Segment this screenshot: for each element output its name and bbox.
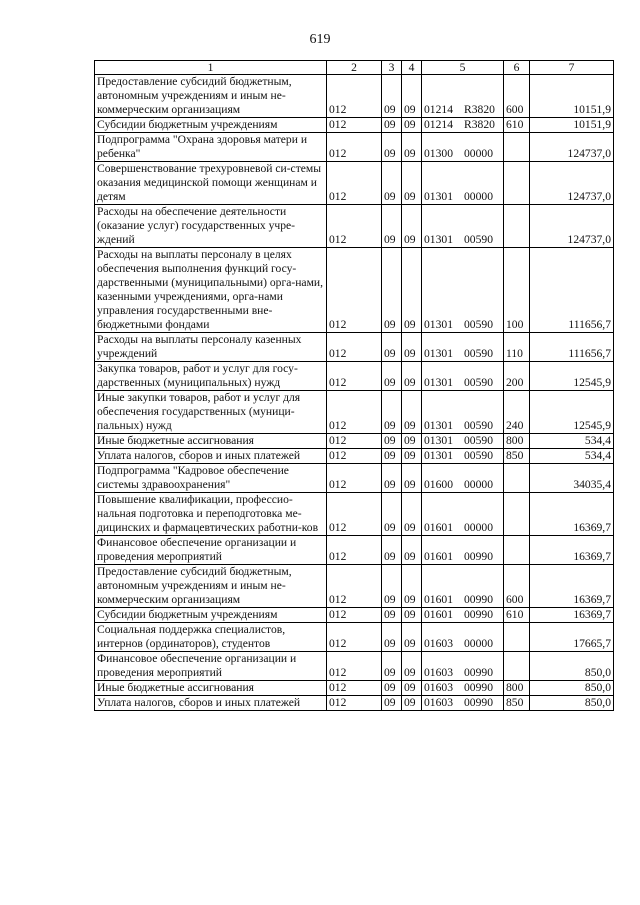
row-col2-cell: 012: [327, 362, 382, 391]
row-name-cell: Расходы на выплаты персоналу казенных учреждений: [95, 333, 327, 362]
row-col4-cell: 09: [402, 248, 422, 333]
row-col6-cell: 800: [504, 434, 530, 449]
row-name-cell: Финансовое обеспечение организации и проведения мероприятий: [95, 536, 327, 565]
row-col4-cell: 09: [402, 391, 422, 434]
row-col2-cell: 012: [327, 696, 382, 711]
code-direction: 00990: [464, 681, 493, 694]
row-col2-cell: 012: [327, 464, 382, 493]
code-direction: 00590: [464, 318, 493, 331]
table-row: [95, 623, 614, 652]
row-col4-cell: 09: [402, 696, 422, 711]
row-code-cell: [422, 333, 504, 362]
code-program: 01603: [424, 666, 453, 679]
table-body: [95, 61, 614, 711]
row-sum-cell: 124737,0: [530, 133, 614, 162]
row-col2-cell: 012: [327, 623, 382, 652]
row-col4-cell: 09: [402, 118, 422, 133]
code-direction: 00000: [464, 637, 493, 650]
row-sum-cell: 850,0: [530, 696, 614, 711]
row-name-cell: Уплата налогов, сборов и иных платежей: [95, 449, 327, 464]
row-col2-cell: 012: [327, 391, 382, 434]
row-name-cell: Социальная поддержка специалистов, интернов (ординаторов), студентов: [95, 623, 327, 652]
row-sum-cell: 111656,7: [530, 333, 614, 362]
header-cell: 4: [402, 61, 422, 75]
row-sum-cell: 16369,7: [530, 536, 614, 565]
row-col6-cell: 610: [504, 118, 530, 133]
code-program: 01601: [424, 521, 453, 534]
code-direction: 00590: [464, 347, 493, 360]
row-col4-cell: 09: [402, 362, 422, 391]
row-col2-cell: 012: [327, 652, 382, 681]
row-col2-cell: 012: [327, 536, 382, 565]
row-sum-cell: 850,0: [530, 681, 614, 696]
row-sum-cell: 10151,9: [530, 75, 614, 118]
code-program: 01601: [424, 593, 453, 606]
row-col2-cell: 012: [327, 493, 382, 536]
row-code-cell: [422, 449, 504, 464]
table-row: [95, 681, 614, 696]
row-code-cell: [422, 391, 504, 434]
header-cell: 2: [327, 61, 382, 75]
row-col6-cell: [504, 133, 530, 162]
table-row: [95, 248, 614, 333]
row-col6-cell: 850: [504, 449, 530, 464]
row-code-cell: [422, 696, 504, 711]
table-row: [95, 464, 614, 493]
row-col2-cell: 012: [327, 118, 382, 133]
row-name-cell: Предоставление субсидий бюджетным, автономным учреждениям и иным не-коммерческим организациям: [95, 75, 327, 118]
row-sum-cell: 12545,9: [530, 391, 614, 434]
row-col6-cell: 610: [504, 608, 530, 623]
row-sum-cell: 124737,0: [530, 162, 614, 205]
row-code-cell: [422, 493, 504, 536]
row-col3-cell: 09: [382, 133, 402, 162]
row-name-cell: Повышение квалификации, профессио-нальная подготовка и переподготовка ме-дицинских и фармацевтических работни-ков: [95, 493, 327, 536]
row-code-cell: [422, 133, 504, 162]
row-col4-cell: 09: [402, 681, 422, 696]
row-col6-cell: [504, 464, 530, 493]
row-col6-cell: [504, 536, 530, 565]
row-sum-cell: 16369,7: [530, 608, 614, 623]
row-code-cell: [422, 162, 504, 205]
row-col3-cell: 09: [382, 434, 402, 449]
row-col2-cell: 012: [327, 248, 382, 333]
row-name-cell: Иные бюджетные ассигнования: [95, 434, 327, 449]
row-col6-cell: 200: [504, 362, 530, 391]
row-col3-cell: 09: [382, 118, 402, 133]
table-row: [95, 333, 614, 362]
code-direction: 00000: [464, 147, 493, 160]
row-col4-cell: 09: [402, 652, 422, 681]
table-row: [95, 162, 614, 205]
row-col6-cell: 850: [504, 696, 530, 711]
row-col3-cell: 09: [382, 565, 402, 608]
code-program: 01301: [424, 347, 453, 360]
row-code-cell: [422, 608, 504, 623]
header-cell: 6: [504, 61, 530, 75]
row-name-cell: Уплата налогов, сборов и иных платежей: [95, 696, 327, 711]
code-program: 01301: [424, 419, 453, 432]
row-col6-cell: 600: [504, 565, 530, 608]
row-sum-cell: 10151,9: [530, 118, 614, 133]
row-sum-cell: 34035,4: [530, 464, 614, 493]
table-row: [95, 205, 614, 248]
row-col6-cell: [504, 205, 530, 248]
page-number: 619: [309, 32, 331, 47]
row-name-cell: Финансовое обеспечение организации и проведения мероприятий: [95, 652, 327, 681]
code-direction: 00000: [464, 478, 493, 491]
row-col2-cell: 012: [327, 434, 382, 449]
header-cell: 7: [530, 61, 614, 75]
row-col3-cell: 09: [382, 464, 402, 493]
code-direction: 00590: [464, 449, 493, 462]
row-col4-cell: 09: [402, 623, 422, 652]
row-col3-cell: 09: [382, 536, 402, 565]
row-name-cell: Закупка товаров, работ и услуг для госу-дарственных (муниципальных) нужд: [95, 362, 327, 391]
row-col6-cell: 110: [504, 333, 530, 362]
row-col6-cell: [504, 623, 530, 652]
table-row: [95, 608, 614, 623]
header-row: [95, 61, 614, 75]
row-name-cell: Совершенствование трехуровневой си-стемы оказания медицинской помощи женщинам и детям: [95, 162, 327, 205]
code-program: 01601: [424, 608, 453, 621]
row-name-cell: Субсидии бюджетным учреждениям: [95, 608, 327, 623]
row-sum-cell: 17665,7: [530, 623, 614, 652]
code-direction: 00990: [464, 550, 493, 563]
table-row: [95, 652, 614, 681]
row-code-cell: [422, 362, 504, 391]
code-program: 01214: [424, 118, 453, 131]
row-col2-cell: 012: [327, 681, 382, 696]
row-sum-cell: 16369,7: [530, 493, 614, 536]
row-col3-cell: 09: [382, 162, 402, 205]
row-col6-cell: [504, 162, 530, 205]
row-col2-cell: 012: [327, 333, 382, 362]
row-col3-cell: 09: [382, 696, 402, 711]
row-col6-cell: 600: [504, 75, 530, 118]
row-col3-cell: 09: [382, 652, 402, 681]
row-name-cell: Расходы на выплаты персоналу в целях обеспечения выполнения функций госу-дарственными (муниципальными) орга-нами, казенными учреждениями, орга-нами управления государственными вне-бюджетными фондами: [95, 248, 327, 333]
row-col6-cell: [504, 493, 530, 536]
row-name-cell: Предоставление субсидий бюджетным, автономным учреждениям и иным не-коммерческим организациям: [95, 565, 327, 608]
row-col4-cell: 09: [402, 133, 422, 162]
code-program: 01301: [424, 233, 453, 246]
code-program: 01603: [424, 637, 453, 650]
row-col6-cell: 240: [504, 391, 530, 434]
header-cell: 5: [422, 61, 504, 75]
row-sum-cell: 12545,9: [530, 362, 614, 391]
row-col2-cell: 012: [327, 608, 382, 623]
row-col2-cell: 012: [327, 75, 382, 118]
row-sum-cell: 534,4: [530, 434, 614, 449]
table-row: [95, 449, 614, 464]
row-col4-cell: 09: [402, 565, 422, 608]
row-code-cell: [422, 565, 504, 608]
row-code-cell: [422, 205, 504, 248]
code-direction: 00590: [464, 434, 493, 447]
row-name-cell: Подпрограмма "Охрана здоровья матери и ребенка": [95, 133, 327, 162]
row-col2-cell: 012: [327, 133, 382, 162]
row-col3-cell: 09: [382, 362, 402, 391]
row-col2-cell: 012: [327, 565, 382, 608]
row-col4-cell: 09: [402, 493, 422, 536]
table-row: [95, 133, 614, 162]
row-name-cell: Иные бюджетные ассигнования: [95, 681, 327, 696]
row-col3-cell: 09: [382, 205, 402, 248]
row-col4-cell: 09: [402, 464, 422, 493]
code-program: 01301: [424, 376, 453, 389]
row-col4-cell: 09: [402, 162, 422, 205]
row-sum-cell: 534,4: [530, 449, 614, 464]
code-direction: 00990: [464, 593, 493, 606]
row-code-cell: [422, 681, 504, 696]
row-col2-cell: 012: [327, 205, 382, 248]
table-row: [95, 362, 614, 391]
row-col3-cell: 09: [382, 449, 402, 464]
row-code-cell: [422, 536, 504, 565]
row-code-cell: [422, 248, 504, 333]
code-program: 01214: [424, 103, 453, 116]
table-row: [95, 118, 614, 133]
code-program: 01301: [424, 318, 453, 331]
code-direction: 00990: [464, 696, 493, 709]
row-col4-cell: 09: [402, 449, 422, 464]
row-col3-cell: 09: [382, 75, 402, 118]
code-program: 01600: [424, 478, 453, 491]
row-name-cell: Расходы на обеспечение деятельности (оказание услуг) государственных учре-ждений: [95, 205, 327, 248]
code-direction: 00590: [464, 233, 493, 246]
code-direction: 00590: [464, 419, 493, 432]
row-col4-cell: 09: [402, 333, 422, 362]
row-col3-cell: 09: [382, 623, 402, 652]
header-cell: 1: [95, 61, 327, 75]
row-col3-cell: 09: [382, 248, 402, 333]
row-code-cell: [422, 434, 504, 449]
code-program: 01603: [424, 696, 453, 709]
row-col2-cell: 012: [327, 162, 382, 205]
row-name-cell: Подпрограмма "Кадровое обеспечение системы здравоохранения": [95, 464, 327, 493]
row-sum-cell: 111656,7: [530, 248, 614, 333]
row-code-cell: [422, 464, 504, 493]
row-col4-cell: 09: [402, 608, 422, 623]
header-cell: 3: [382, 61, 402, 75]
code-direction: 00000: [464, 190, 493, 203]
row-code-cell: [422, 118, 504, 133]
row-col3-cell: 09: [382, 608, 402, 623]
row-sum-cell: 124737,0: [530, 205, 614, 248]
row-col6-cell: 800: [504, 681, 530, 696]
code-program: 01301: [424, 190, 453, 203]
row-name-cell: Иные закупки товаров, работ и услуг для обеспечения государственных (муници-пальных) нужд: [95, 391, 327, 434]
table-row: [95, 75, 614, 118]
row-col4-cell: 09: [402, 75, 422, 118]
code-program: 01301: [424, 449, 453, 462]
row-col3-cell: 09: [382, 681, 402, 696]
code-program: 01603: [424, 681, 453, 694]
row-col3-cell: 09: [382, 493, 402, 536]
table-row: [95, 696, 614, 711]
table-row: [95, 565, 614, 608]
code-direction: R3820: [464, 103, 495, 116]
code-direction: 00990: [464, 608, 493, 621]
budget-table: [94, 60, 614, 711]
code-direction: 00990: [464, 666, 493, 679]
table-row: [95, 391, 614, 434]
table-row: [95, 493, 614, 536]
row-col3-cell: 09: [382, 391, 402, 434]
table-row: [95, 434, 614, 449]
code-program: 01301: [424, 434, 453, 447]
row-sum-cell: 850,0: [530, 652, 614, 681]
code-direction: R3820: [464, 118, 495, 131]
table-row: [95, 536, 614, 565]
row-code-cell: [422, 652, 504, 681]
row-code-cell: [422, 75, 504, 118]
row-col4-cell: 09: [402, 434, 422, 449]
code-program: 01601: [424, 550, 453, 563]
row-col3-cell: 09: [382, 333, 402, 362]
row-col4-cell: 09: [402, 536, 422, 565]
row-col6-cell: 100: [504, 248, 530, 333]
row-code-cell: [422, 623, 504, 652]
row-sum-cell: 16369,7: [530, 565, 614, 608]
row-col2-cell: 012: [327, 449, 382, 464]
code-program: 01300: [424, 147, 453, 160]
row-col6-cell: [504, 652, 530, 681]
code-direction: 00590: [464, 376, 493, 389]
row-name-cell: Субсидии бюджетным учреждениям: [95, 118, 327, 133]
code-direction: 00000: [464, 521, 493, 534]
row-col4-cell: 09: [402, 205, 422, 248]
